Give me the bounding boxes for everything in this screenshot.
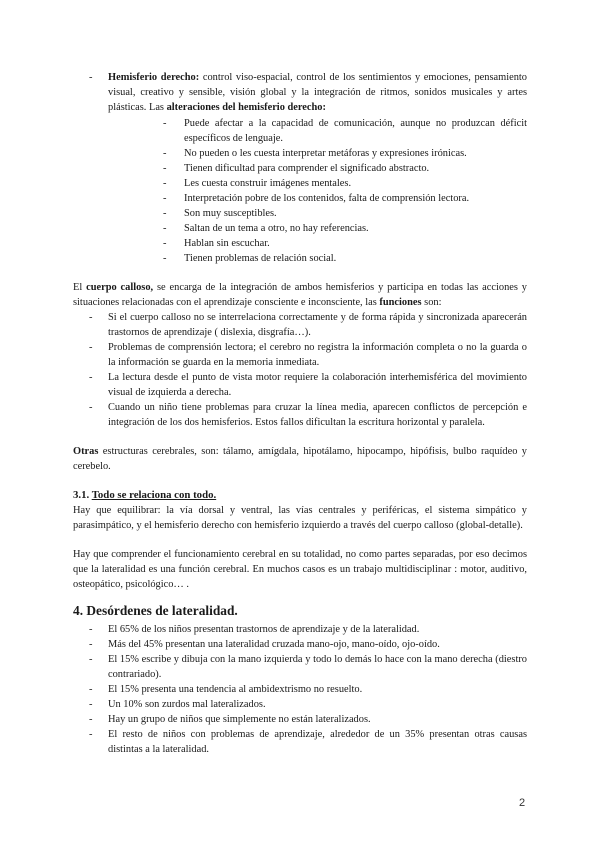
- cuerpo-calloso-intro-start: El: [73, 282, 87, 293]
- alteracion-item: - Hablan sin escuchar.: [108, 236, 527, 251]
- alteracion-item: - Puede afectar a la capacidad de comunicación, aunque no produzcan déficit específicos de lenguaje.: [108, 116, 527, 146]
- alteraciones-label: alteraciones del hemisferio derecho:: [166, 102, 326, 113]
- cuerpo-calloso-intro-middle: se encarga de la integración de ambos hemisferios y participa en todas las acciones y situaciones relacionadas con el aprendizaje consciente e inconsciente, las: [73, 282, 527, 308]
- section-3-1-heading: [73, 488, 527, 503]
- section-3-1-title: Todo se relaciona con todo.: [91, 489, 217, 501]
- section-3-1-paragraph-2: Hay que comprender el funcionamiento cerebral en su totalidad, no como partes separadas, por eso decimos que la lateralidad es una función cerebral. En muchos casos es un trabajo multidisciplinar : motor, auditivo, osteopático, psicológico… .: [73, 549, 527, 590]
- desorden-item: - El resto de niños con problemas de aprendizaje, alrededor de un 35% presentan otras causas distintas a la lateralidad.: [73, 727, 527, 757]
- alteraciones-list: [108, 116, 527, 266]
- desorden-item: - El 65% de los niños presentan trastornos de aprendizaje y de la lateralidad.: [73, 622, 527, 637]
- desorden-item: - El 15% escribe y dibuja con la mano izquierda y todo lo demás lo hace con la mano derecha (diestro contrariado).: [73, 652, 527, 682]
- hemisferio-derecho-term: Hemisferio derecho:: [108, 72, 200, 83]
- alteracion-item: - Son muy susceptibles.: [108, 206, 527, 221]
- cuerpo-calloso-term: cuerpo calloso,: [86, 282, 154, 293]
- cuerpo-calloso-paragraph: [73, 280, 527, 310]
- alteracion-item: - Saltan de un tema a otro, no hay referencias.: [108, 221, 527, 236]
- desorden-item: - Hay un grupo de niños que simplemente no están lateralizados.: [73, 712, 527, 727]
- hemisferio-derecho-item: [73, 70, 527, 266]
- alteracion-item: - Tienen problemas de relación social.: [108, 251, 527, 266]
- section-3-1-paragraph-1: Hay que equilibrar: la vía dorsal y ventral, las vías centrales y periféricas, el sistema simpático y parasimpático, y el hemisferio derecho con hemisferio izquierdo a través del cuerpo calloso (global-detalle).: [73, 505, 527, 531]
- desorden-item: - Un 10% son zurdos mal lateralizados.: [73, 697, 527, 712]
- desordenes-list: [73, 622, 527, 757]
- alteracion-item: - Tienen dificultad para comprender el significado abstracto.: [108, 161, 527, 176]
- alteracion-item: - Interpretación pobre de los contenidos, falta de comprensión lectora.: [108, 191, 527, 206]
- otras-text: estructuras cerebrales, son: tálamo, amígdala, hipotálamo, hipocampo, hipófisis, bulbo raquídeo y cerebelo.: [73, 446, 527, 472]
- section-3-1-number: 3.1.: [73, 489, 92, 501]
- page-number: 2: [519, 797, 526, 809]
- cuerpo-calloso-list: [73, 310, 527, 430]
- page-content: [73, 70, 527, 757]
- section-4-heading: 4. Desórdenes de lateralidad.: [73, 603, 238, 618]
- hemisferio-derecho-list: [73, 70, 527, 266]
- otras-term: Otras: [73, 446, 99, 457]
- alteracion-item: - Les cuesta construir imágenes mentales.: [108, 176, 527, 191]
- cuerpo-calloso-item: - La lectura desde el punto de vista motor requiere la colaboración interhemisférica del movimiento visual de izquierda a derecha.: [73, 370, 527, 400]
- desorden-item: - Más del 45% presentan una lateralidad cruzada mano-ojo, mano-oído, ojo-oído.: [73, 637, 527, 652]
- cuerpo-calloso-item: - Si el cuerpo calloso no se interrelaciona correctamente y de forma rápida y sincronizada aparecerán trastornos de aprendizaje ( dislexia, disgrafía…).: [73, 310, 527, 340]
- cuerpo-calloso-intro-end: son:: [421, 297, 442, 308]
- alteracion-item: - No pueden o les cuesta interpretar metáforas y expresiones irónicas.: [108, 146, 527, 161]
- cuerpo-calloso-item: - Problemas de comprensión lectora; el cerebro no registra la información completa o no la guarda o la información se guarda en la memoria inmediata.: [73, 340, 527, 370]
- hemisferio-derecho-description: control viso-espacial, control de los sentimientos y emociones, pensamiento visual, creativo y sensible, visión global y la integración de ritmos, sonidos musicales y artes plásticas. Las: [108, 72, 527, 113]
- funciones-label: funciones: [379, 297, 422, 308]
- cuerpo-calloso-item: - Cuando un niño tiene problemas para cruzar la línea media, aparecen conflictos de percepción e integración de los dos hemisferios. Estos fallos dificultan la escritura horizontal y paralela.: [73, 400, 527, 430]
- desorden-item: - El 15% presenta una tendencia al ambidextrismo no resuelto.: [73, 682, 527, 697]
- otras-estructuras-paragraph: [73, 444, 527, 474]
